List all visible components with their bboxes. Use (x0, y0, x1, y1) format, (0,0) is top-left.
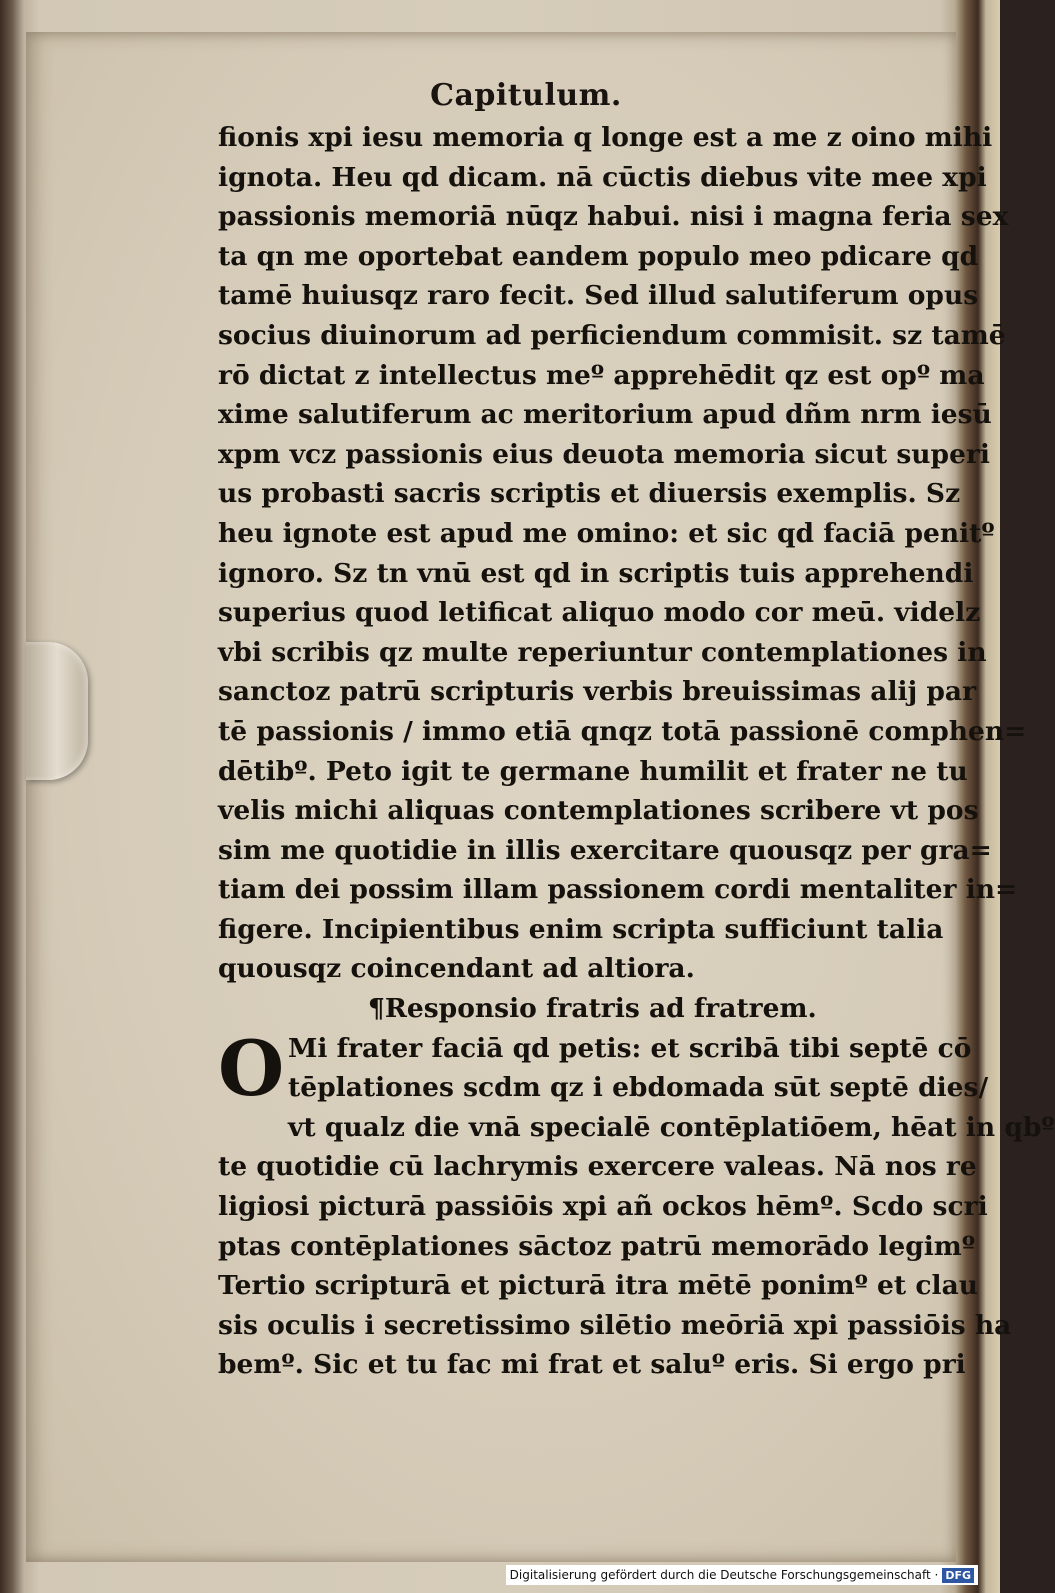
text-line: ignoro. Sz tn vnū est qd in scriptis tuis apprehendi (218, 557, 974, 589)
text-lines-part-2 (218, 1108, 1055, 1385)
text-line: superius quod letificat aliquo modo cor meū. videlz (218, 597, 981, 629)
text-line: tēplationes scdm qz i ebdomada sūt septē dies/ (288, 1072, 989, 1104)
text-line: vt qualz die vnā specialē contēplatiōem, hēat in qbº (288, 1111, 1055, 1143)
text-line: Tertio scripturā et picturā itra mētē ponimº et clau (218, 1270, 979, 1302)
text-line: socius diuinorum ad perficiendum commisit. sz tamē (218, 319, 1006, 351)
text-line: sanctoz patrū scripturis verbis breuissimas alij par (218, 676, 977, 708)
dropcap-lines (218, 1029, 989, 1108)
text-line: dētibº. Peto igit te germane humilit et frater ne tu (218, 755, 968, 787)
text-line: ligiosi picturā passiōis xpi añ ockos hēmº. Scdo scri (218, 1191, 988, 1223)
section-heading-text: Responsio fratris ad fratrem. (384, 993, 817, 1025)
text-line: fionis xpi iesu memoria q longe est a me z oino mihi (218, 122, 993, 153)
section-heading (218, 989, 936, 1029)
text-lines-part-1 (218, 118, 1027, 989)
main-text-block (218, 118, 1055, 1385)
text-line: tiam dei possim illam passionem cordi mentaliter in= (218, 874, 1018, 906)
digitization-footer (506, 1565, 978, 1585)
text-line: bemº. Sic et tu fac mi frat et saluº eris. Si ergo pri (218, 1349, 966, 1381)
text-line: xime salutiferum ac meritorium apud dñm nrm iesū (218, 399, 992, 431)
text-line: ignota. Heu qd dicam. nā cūctis diebus vite mee xpi (218, 161, 987, 193)
text-line: te quotidie cū lachrymis exercere valeas. Nā nos re (218, 1151, 977, 1183)
running-head (0, 78, 1000, 113)
text-line: figere. Incipientibus enim scripta sufficiunt talia (218, 913, 944, 945)
text-line: xpm vcz passionis eius deuota memoria sicut superi (218, 438, 990, 470)
text-line: tē passionis / immo etiā qnqz totā passionē comphen= (218, 715, 1027, 747)
text-line: tamē huiusqz raro fecit. Sed illud salutiferum opus (218, 280, 979, 312)
text-line: heu ignote est apud me omino: et sic qd faciā penitº (218, 517, 995, 549)
dropcap-paragraph (218, 1023, 989, 1113)
text-line: quousqz coincendant ad altiora. (218, 953, 695, 985)
text-line: sim me quotidie in illis exercitare quousqz per gra= (218, 834, 992, 866)
footer-text: Digitalisierung gefördert durch die Deutsche Forschungsgemeinschaft · (509, 1568, 939, 1582)
text-line: vbi scribis qz multe reperiuntur contemplationes in (218, 636, 987, 668)
dfg-logo: DFG (942, 1568, 974, 1583)
text-line: ta qn me oportebat eandem populo meo pdicare qd (218, 240, 979, 272)
initial-letter: O (218, 1023, 285, 1113)
text-line: passionis memoriā nūqz habui. nisi i magna feria sex (218, 201, 1009, 233)
text-line: sis oculis i secretissimo silētio meōriā xpi passiōis ha (218, 1309, 1012, 1341)
paragraph-mark-icon: ¶ (368, 993, 385, 1025)
text-line: us probasti sacris scriptis et diuersis exemplis. Sz (218, 478, 961, 510)
text-line: rō dictat z intellectus meº apprehēdit qz est opº ma (218, 359, 985, 391)
text-line: ptas contēplationes sāctoz patrū memorādo legimº (218, 1230, 976, 1262)
page-clasp (26, 642, 88, 780)
running-head-text: Capitulum. (430, 78, 622, 113)
text-line: velis michi aliquas contemplationes scribere vt pos (218, 795, 979, 827)
text-line: Mi frater faciā qd petis: et scribā tibi septē cō (288, 1032, 972, 1064)
